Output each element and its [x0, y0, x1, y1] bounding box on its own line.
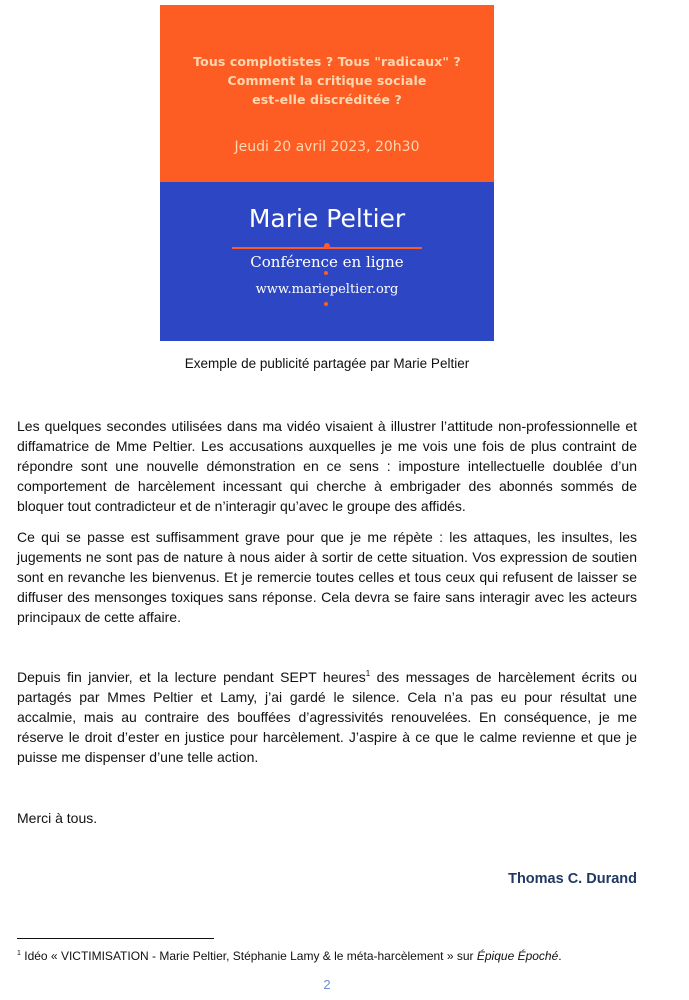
closing-thanks: Merci à tous. [17, 810, 98, 826]
poster-bottom-panel [160, 182, 494, 341]
poster-question-line-2: Comment la critique sociale [227, 73, 427, 88]
conference-poster [160, 5, 494, 341]
image-caption: Exemple de publicité partagée par Marie Peltier [184, 356, 470, 371]
poster-website: www.mariepeltier.org [255, 282, 399, 297]
poster-top-panel [160, 5, 494, 182]
footnote-end: . [558, 949, 562, 963]
page-number: 2 [323, 977, 331, 992]
poster-divider-ornament [324, 243, 330, 249]
paragraph-3-end: des messages de harcèlement écrits ou partagés par Mmes Peltier et Lamy, j’ai gardé le silence. Cela n’a pas eu pour résultat une accalmie, mais au contraire des bouffées d’agressivités renouvelées. En conséquence, je me réserve le droit d’ester en justice pour harcèlement. J’aspire à ce que le calme revienne et que je puisse me dispenser d’une telle action. [17, 669, 637, 765]
paragraph-3-start: Depuis fin janvier, et la lecture pendant SEPT heures [17, 669, 366, 685]
poster-question [160, 52, 494, 109]
poster-date: Jeudi 20 avril 2023, 20h30 [234, 139, 420, 155]
footnote-number: 1 [17, 950, 21, 957]
footnote-source: Épique Époché [476, 949, 559, 963]
paragraph-2: Ce qui se passe est suffisamment grave pour que je me répète : les attaques, les insultes, les jugements ne sont pas de nature à nous aider à sortir de cette situation. Vos expression de soutien sont en revanche les bienvenus. Et je remercie toutes celles et tous ceux qui refusent de laisser se diffuser des mensonges toxiques sans réponse. Cela devra se faire sans interagir avec les acteurs principaux de cette affaire. [17, 529, 637, 625]
footnote-text: Idéo « VICTIMISATION - Marie Peltier, Stéphanie Lamy & le méta-harcèlement » sur [20, 949, 477, 963]
footnote [17, 948, 657, 964]
footnote-separator [17, 938, 214, 939]
poster-dot-ornament [324, 302, 328, 306]
poster-question-line-1: Tous complotistes ? Tous "radicaux" ? [193, 54, 461, 69]
poster-dot-ornament [324, 271, 328, 275]
paragraph-1: Les quelques secondes utilisées dans ma vidéo visaient à illustrer l’attitude non-professionnelle et diffamatrice de Mme Peltier. Les accusations auxquelles je me vois une fois de plus contraint de répondre sont une nouvelle démonstration en ce sens : imposture intellectuelle doublée d’un comportement de harcèlement incessant qui cherche à embrigader des abonnés sommés de bloquer tout contradicteur et de n’interagir qu’avec le groupe des affidés. [17, 418, 637, 514]
signature: Thomas C. Durand [508, 871, 637, 887]
paragraph-3 [17, 667, 637, 767]
poster-speaker-name: Marie Peltier [248, 204, 406, 233]
poster-question-line-3: est-elle discréditée ? [252, 92, 402, 107]
poster-subtitle: Conférence en ligne [250, 253, 404, 271]
footnote-reference[interactable]: 1 [365, 669, 371, 678]
